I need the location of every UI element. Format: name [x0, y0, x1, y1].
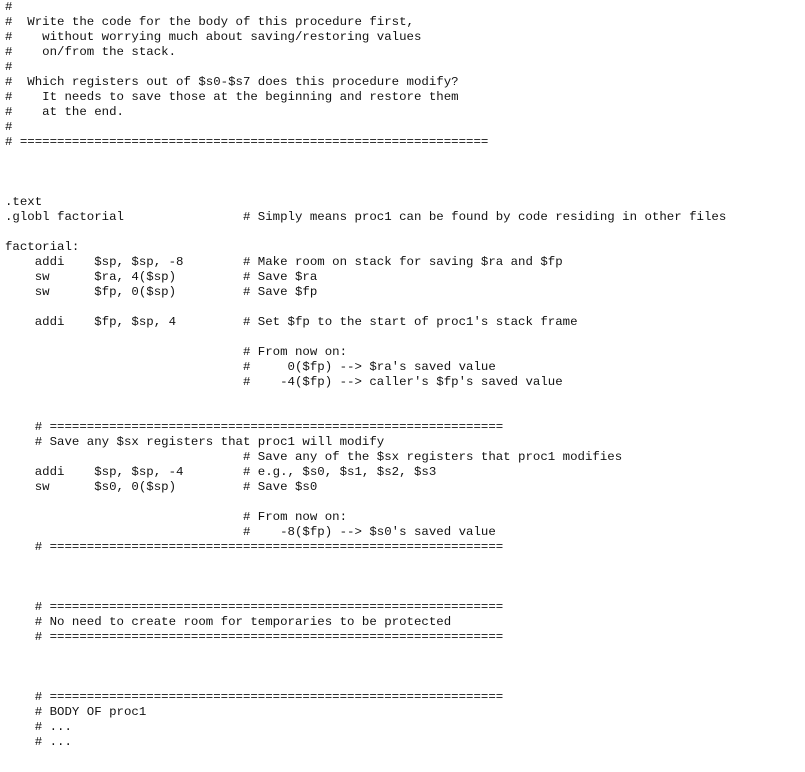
- code-line: .text: [5, 195, 43, 209]
- code-line: [5, 390, 805, 405]
- code-line: #: [5, 0, 13, 14]
- code-line: [5, 675, 805, 690]
- code-line: [5, 645, 805, 660]
- code-line: # on/from the stack.: [5, 45, 177, 59]
- code-line: [5, 405, 805, 420]
- code-line: # at the end.: [5, 105, 124, 119]
- code-line: # =============================================================: [5, 420, 504, 434]
- code-line: # Save any of the $sx registers that proc1 modifies: [5, 450, 623, 464]
- code-line: # =============================================================: [5, 540, 504, 554]
- code-line: factorial:: [5, 240, 80, 254]
- code-line: # =============================================================: [5, 600, 504, 614]
- code-line: # Which registers out of $s0-$s7 does this procedure modify?: [5, 75, 459, 89]
- code-line: # Write the code for the body of this procedure first,: [5, 15, 414, 29]
- code-line: # without worrying much about saving/restoring values: [5, 30, 422, 44]
- code-line: #: [5, 120, 13, 134]
- code-line: # ...: [5, 735, 72, 749]
- code-line: # From now on:: [5, 510, 348, 524]
- code-line: [5, 150, 805, 165]
- code-line: addi $fp, $sp, 4 # Set $fp to the start of proc1's stack frame: [5, 315, 578, 329]
- code-line: sw $fp, 0($sp) # Save $fp: [5, 285, 318, 299]
- code-line: [5, 225, 805, 240]
- code-line: # From now on:: [5, 345, 348, 359]
- code-line: [5, 585, 805, 600]
- code-line: # Save any $sx registers that proc1 will modify: [5, 435, 385, 449]
- code-line: [5, 570, 805, 585]
- code-line: [5, 495, 805, 510]
- code-line: # BODY OF proc1: [5, 705, 147, 719]
- code-line: [5, 165, 805, 180]
- code-line: .globl factorial # Simply means proc1 can be found by code residing in other files: [5, 210, 727, 224]
- code-line: # -4($fp) --> caller's $fp's saved value: [5, 375, 563, 389]
- code-line: [5, 180, 805, 195]
- code-line: # No need to create room for temporaries to be protected: [5, 615, 452, 629]
- code-line: # ===============================================================: [5, 135, 489, 149]
- code-line: [5, 300, 805, 315]
- code-line: # 0($fp) --> $ra's saved value: [5, 360, 496, 374]
- code-line: [5, 660, 805, 675]
- code-line: addi $sp, $sp, -4 # e.g., $s0, $s1, $s2, $s3: [5, 465, 437, 479]
- code-line: # ...: [5, 720, 72, 734]
- code-line: [5, 555, 805, 570]
- code-line: # -8($fp) --> $s0's saved value: [5, 525, 496, 539]
- code-line: # It needs to save those at the beginning and restore them: [5, 90, 459, 104]
- code-line: #: [5, 60, 13, 74]
- code-line: sw $s0, 0($sp) # Save $s0: [5, 480, 318, 494]
- code-line: # =============================================================: [5, 690, 504, 704]
- code-line: # =============================================================: [5, 630, 504, 644]
- code-line: addi $sp, $sp, -8 # Make room on stack for saving $ra and $fp: [5, 255, 563, 269]
- code-line: [5, 330, 805, 345]
- code-line: sw $ra, 4($sp) # Save $ra: [5, 270, 318, 284]
